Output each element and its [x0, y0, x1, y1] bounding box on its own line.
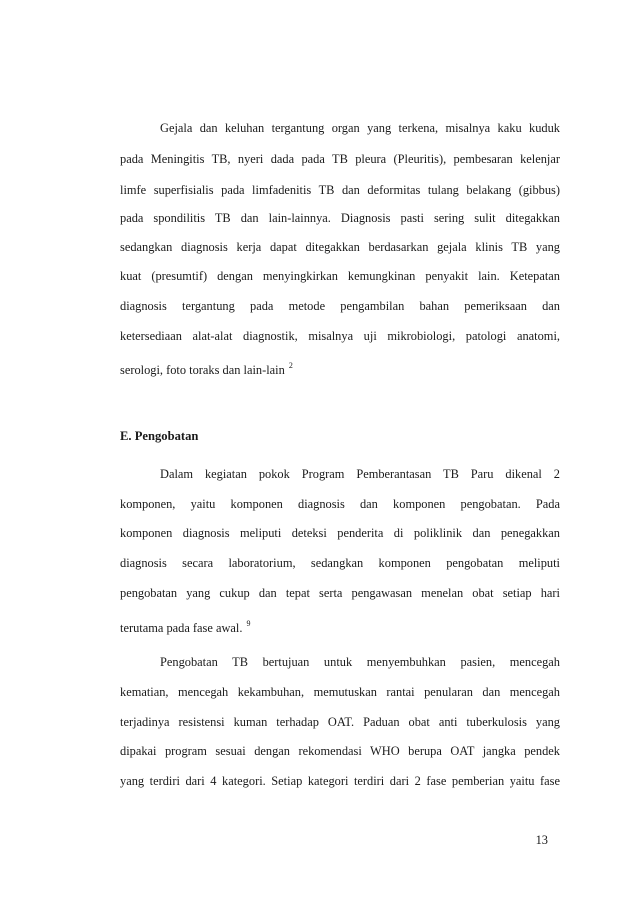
paragraph-2-line-6-text: terutama pada fase awal. [120, 621, 243, 635]
paragraph-3-line-5: yang terdiri dari 4 kategori. Setiap kategori terdiri dari 2 fase pemberian yaitu fase [120, 774, 560, 788]
paragraph-1-line-1: Gejala dan keluhan tergantung organ yang terkena, misalnya kaku kuduk [160, 121, 560, 135]
paragraph-1-line-7: diagnosis tergantung pada metode pengambilan bahan pemeriksaan dan [120, 299, 560, 313]
paragraph-3-line-3: terjadinya resistensi kuman terhadap OAT. Paduan obat anti tuberkulosis yang [120, 715, 560, 729]
paragraph-2-line-3: komponen diagnosis meliputi deteksi penderita di poliklinik dan penegakkan [120, 526, 560, 540]
paragraph-2-line-2: komponen, yaitu komponen diagnosis dan komponen pengobatan. Pada [120, 497, 560, 511]
paragraph-1-line-9 [120, 358, 560, 378]
paragraph-3-line-1: Pengobatan TB bertujuan untuk menyembuhkan pasien, mencegah [160, 655, 560, 669]
paragraph-1-line-2: pada Meningitis TB, nyeri dada pada TB pleura (Pleuritis), pembesaran kelenjar [120, 152, 560, 166]
paragraph-1-line-4: pada spondilitis TB dan lain-lainnya. Diagnosis pasti sering sulit ditegakkan [120, 211, 560, 225]
paragraph-2-line-4: diagnosis secara laboratorium, sedangkan komponen pengobatan meliputi [120, 556, 560, 570]
page-number: 13 [535, 833, 548, 847]
paragraph-2-line-6 [120, 616, 560, 636]
paragraph-1-line-8: ketersediaan alat-alat diagnostik, misalnya uji mikrobiologi, patologi anatomi, [120, 329, 560, 343]
section-heading: E. Pengobatan [120, 429, 199, 443]
paragraph-2-line-1: Dalam kegiatan pokok Program Pemberantasan TB Paru dikenal 2 [160, 467, 560, 481]
paragraph-2-line-5: pengobatan yang cukup dan tepat serta pengawasan menelan obat setiap hari [120, 586, 560, 600]
reference-marker: 2 [288, 361, 293, 370]
paragraph-1-line-6: kuat (presumtif) dengan menyingkirkan kemungkinan penyakit lain. Ketepatan [120, 269, 560, 283]
reference-marker: 9 [246, 619, 251, 628]
paragraph-1-line-3: limfe superfisialis pada limfadenitis TB dan deformitas tulang belakang (gibbus) [120, 183, 560, 197]
paragraph-1-line-9-text: serologi, foto toraks dan lain-lain [120, 363, 285, 377]
paragraph-3-line-2: kematian, mencegah kekambuhan, memutuskan rantai penularan dan mencegah [120, 685, 560, 699]
paragraph-3-line-4: dipakai program sesuai dengan rekomendasi WHO berupa OAT jangka pendek [120, 744, 560, 758]
paragraph-1-line-5: sedangkan diagnosis kerja dapat ditegakkan berdasarkan gejala klinis TB yang [120, 240, 560, 254]
